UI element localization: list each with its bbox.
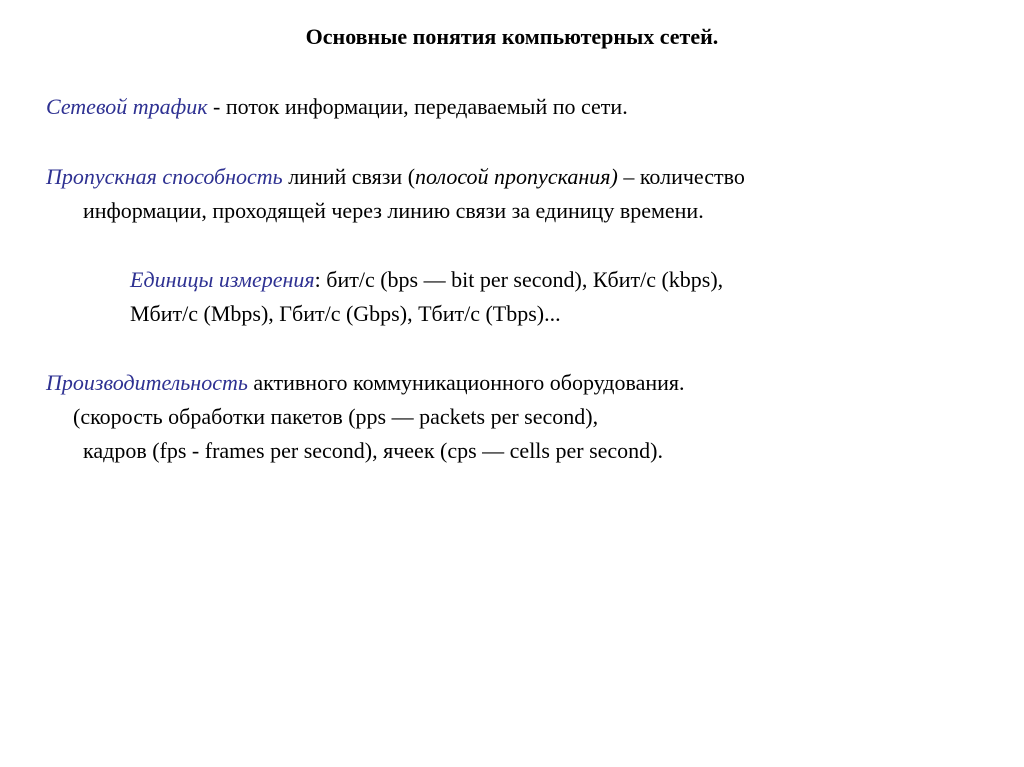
- traffic-term: Сетевой трафик: [46, 94, 208, 119]
- traffic-text: - поток информации, передаваемый по сети.: [207, 94, 628, 119]
- performance-definition: [46, 366, 685, 400]
- bandwidth-text-a: линий связи (: [282, 164, 416, 189]
- bandwidth-text-b: – количество: [617, 164, 745, 189]
- bandwidth-term: Пропускная способность: [46, 164, 283, 189]
- performance-definition-line2: (скорость обработки пакетов (pps — packets per second),: [73, 404, 599, 429]
- units-text: : бит/с (bps — bit per second), Кбит/с (kbps),: [314, 267, 724, 292]
- slide-title: Основные понятия компьютерных сетей.: [305, 24, 719, 49]
- units-definition-line2: Мбит/с (Mbps), Гбит/с (Gbps), Тбит/с (Tbps)...: [130, 301, 561, 326]
- units-term: Единицы измерения: [130, 267, 315, 292]
- bandwidth-definition: [46, 160, 745, 194]
- bandwidth-definition-line2: информации, проходящей через линию связи за единицу времени.: [83, 198, 704, 223]
- performance-definition-line3: кадров (fps - frames per second), ячеек (cps — cells per second).: [83, 438, 663, 463]
- bandwidth-alt-term: полосой пропускания): [415, 164, 618, 189]
- performance-term: Производительность: [46, 370, 248, 395]
- units-definition: [130, 263, 723, 297]
- traffic-definition: [46, 90, 628, 124]
- performance-text: активного коммуникационного оборудования.: [247, 370, 685, 395]
